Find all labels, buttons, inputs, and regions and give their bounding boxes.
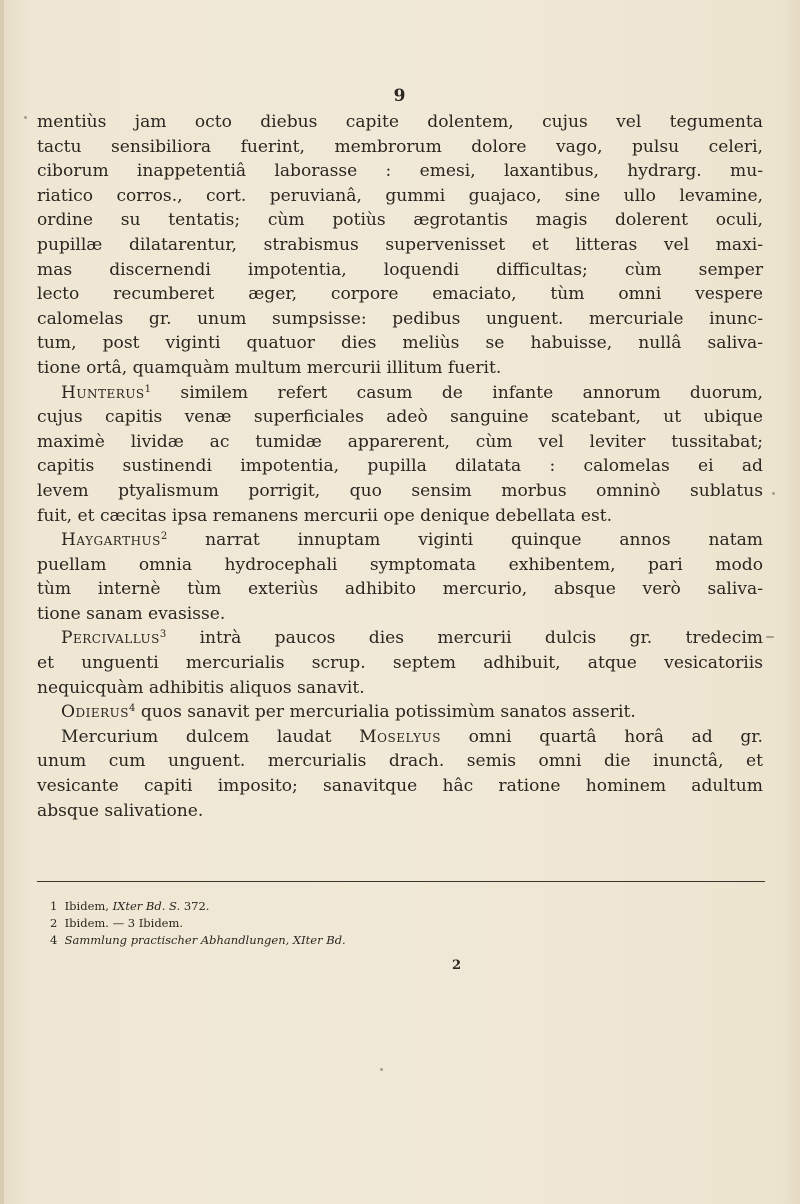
text-line: mentiùs jam octo diebus capite dolentem, cujus vel tegumenta xyxy=(37,112,763,132)
text-line: et unguenti mercurialis scrup. septem adhibuit, atque vesicatoriis xyxy=(37,653,763,674)
footnote-2-3 xyxy=(50,915,750,932)
paper-speck xyxy=(772,492,775,495)
footnote-ref: 4 xyxy=(129,703,136,715)
text-run: intrà paucos dies mercurii dulcis gr. tredecim xyxy=(166,628,763,649)
text-line: ciborum inappetentiâ laborasse : emesi, laxantibus, hydrarg. mu- xyxy=(37,161,763,182)
text-line: tione sanam evasisse. xyxy=(37,603,226,624)
footnote-number: 1 xyxy=(50,899,58,913)
text-line: maximè lividæ ac tumidæ apparerent, cùm vel leviter tussitabat; xyxy=(37,431,763,452)
text-line: fuit, et cæcitas ipsa remanens mercurii ope denique debellata est. xyxy=(37,505,613,526)
footnote-number: 4 xyxy=(50,933,58,947)
paper-speck xyxy=(766,636,774,638)
text-line: levem ptyalismum porrigit, quo sensim morbus omninò sublatus xyxy=(37,480,763,501)
text-line: riatico corros., cort. peruvianâ, gummi guajaco, sine ullo levamine, xyxy=(37,185,763,206)
paper-speck xyxy=(24,116,27,119)
text-line: ordine su tentatis; cùm potiùs ægrotantis magis dolerent oculi, xyxy=(37,210,763,231)
text-line: tactu sensibiliora fuerint, membrorum dolore vago, pulsu celeri, xyxy=(37,136,763,157)
body-text xyxy=(37,110,763,823)
text-run: omni quartâ horâ ad gr. xyxy=(440,726,763,747)
text-line: lecto recumberet æger, corpore emaciato, tùm omni vespere xyxy=(37,284,763,305)
footnote-text: Ibidem. — 3 Ibidem. xyxy=(64,916,184,930)
text-line: vesicante capiti imposito; sanavitque hâc ratione hominem adultum xyxy=(37,776,763,797)
footnote-text: Ibidem, xyxy=(64,899,113,913)
text-line: puellam omnia hydrocephali symptomata exhibentem, pari modo xyxy=(37,554,763,575)
footnote-number: 2 xyxy=(50,916,58,930)
footnote-ref: 1 xyxy=(144,383,152,395)
text-line: capitis sustinendi impotentia, pupilla dilatata : calomelas ei ad xyxy=(37,456,763,477)
author-name: Haygarthus xyxy=(61,530,161,551)
author-name: Moselyus xyxy=(359,726,441,747)
text-line: cujus capitis venæ superficiales adeò sanguine scatebant, ut ubique xyxy=(37,407,763,428)
signature-mark: 2 xyxy=(452,958,462,973)
text-line: pupillæ dilatarentur, strabismus supervenisset et litteras vel maxi- xyxy=(37,234,763,255)
author-name: Odierus xyxy=(61,702,130,723)
text-run: quos sanavit per mercurialia potissimùm sanatos asserit. xyxy=(135,702,636,723)
footnote-rule xyxy=(37,881,765,882)
footnote-italic: IXter Bd. S. xyxy=(112,899,181,913)
footnote-italic: Sammlung practischer Abhandlungen, XIter Bd. xyxy=(64,933,346,947)
text-run: Mercurium dulcem laudat xyxy=(61,726,360,747)
page-number: 9 xyxy=(393,86,407,106)
page-edge xyxy=(0,0,4,1204)
text-run: similem refert casum de infante annorum duorum, xyxy=(151,382,763,403)
footnote-ref: 3 xyxy=(159,629,167,641)
text-line: absque salivatione. xyxy=(37,800,204,821)
text-line: tione ortâ, quamquàm multum mercurii illitum fuerit. xyxy=(37,357,502,378)
footnote-1 xyxy=(50,898,750,915)
paragraph-haygarthus-start xyxy=(37,528,763,553)
paper-speck xyxy=(380,1068,383,1071)
text-line: nequicquàm adhibitis aliquos sanavit. xyxy=(37,677,365,698)
paragraph-odierus xyxy=(37,700,763,725)
footnote-page: 372. xyxy=(180,899,210,913)
paragraph-moselyus-start xyxy=(37,725,763,750)
footnotes xyxy=(50,898,750,949)
footnote-ref: 2 xyxy=(160,531,168,543)
paragraph-percivallus-start xyxy=(37,626,763,651)
text-line: tum, post viginti quatuor dies meliùs se habuisse, nullâ saliva- xyxy=(37,333,763,354)
text-line: calomelas gr. unum sumpsisse: pedibus unguent. mercuriale inunc- xyxy=(37,308,763,329)
author-name: Hunterus xyxy=(61,382,145,403)
text-run: narrat innuptam viginti quinque annos natam xyxy=(167,530,763,551)
paragraph-hunterus-start xyxy=(37,381,763,406)
text-line: unum cum unguent. mercurialis drach. semis omni die inunctâ, et xyxy=(37,751,763,772)
text-line: tùm internè tùm exteriùs adhibito mercurio, absque verò saliva- xyxy=(37,579,763,600)
footnote-4 xyxy=(50,932,750,949)
author-name: Percivallus xyxy=(61,628,160,649)
text-line: mas discernendi impotentia, loquendi difficultas; cùm semper xyxy=(37,259,763,280)
